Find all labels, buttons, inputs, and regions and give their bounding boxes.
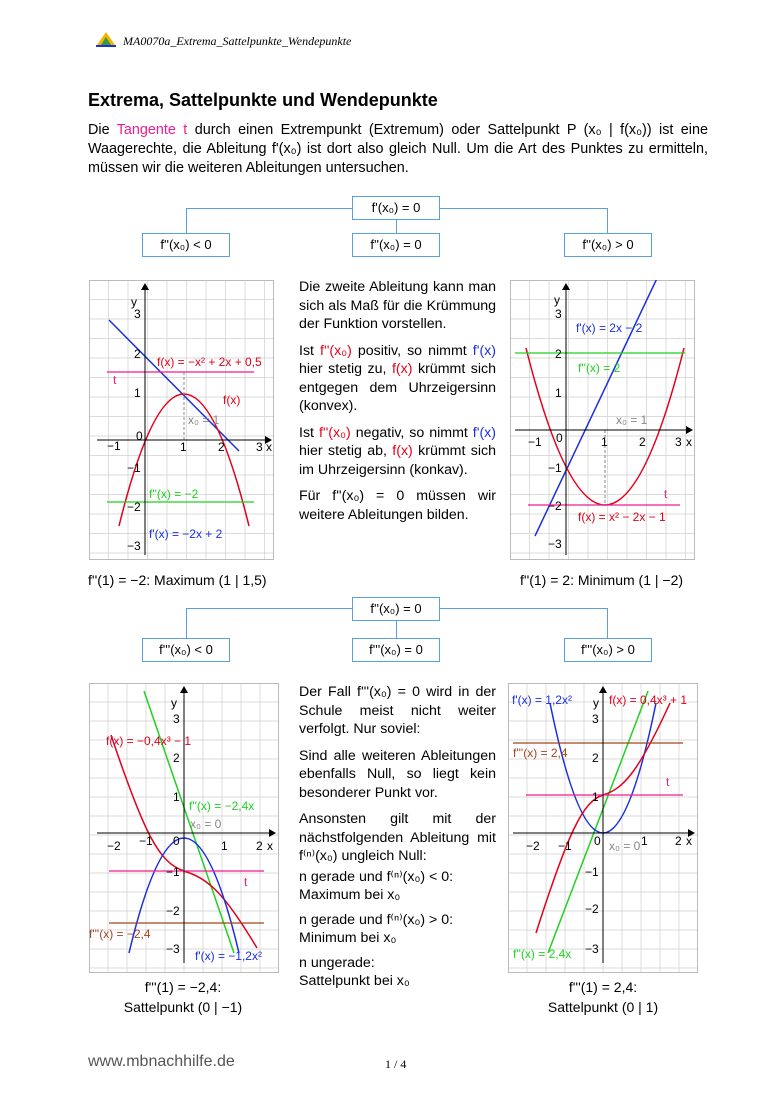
graph-minimum [510, 280, 695, 560]
intro-paragraph: Die Tangente t durch einen Extrempunkt (Extremum) oder Sattelpunkt P (x₀ | f(x₀)) ist eine Waagerechte, die Ableitung f'(x₀) ist dort also gleich Null. Um die Art des Punktes zu ermitteln, müssen wir die weiteren Ableitungen untersuchen. [88, 122, 708, 176]
y-axis-label: y [554, 293, 560, 307]
xtick: 0 [594, 834, 601, 848]
fp-label: f'(x) = −1,2x² [195, 949, 262, 963]
xtick: 0 [556, 431, 563, 445]
x-axis-label: x [686, 435, 692, 449]
f-label: f(x) = x² − 2x − 1 [578, 510, 666, 524]
f-label: f(x) = −x² + 2x + 0,5 [157, 355, 262, 369]
tree1-left: f''(x₀) < 0 [142, 233, 230, 257]
x-axis-label: x [266, 440, 272, 454]
explanation-curvature: Die zweite Ableitung kann man sich als Maß für die Krümmung der Funktion vorstellen. Ist f''(x₀) positiv, so nimmt f'(x) hier stetig zu, f(x) krümmt sich entgegen dem Uhrzeigersinn (konvex). Ist f''(x₀) negativ, so nimmt f'(x) hier stetig ab, f(x) krümmt sich im Uhrzeigersinn (konkav). Für f''(x₀) = 0 müssen wir weitere Ableitungen bilden. [299, 279, 496, 523]
tangent-label: t [113, 373, 117, 387]
logo-icon [95, 30, 117, 48]
ytick: 1 [173, 790, 180, 804]
caption-saddle-1: f'''(1) = −2,4: Sattelpunkt (0 | −1) [123, 979, 243, 1015]
xtick: 3 [256, 440, 263, 454]
graph-saddle-decreasing [89, 683, 279, 973]
fp-label: f'(x) = 1,2x² [512, 693, 572, 707]
graph-saddle-increasing [508, 683, 698, 973]
ytick: −3 [585, 942, 599, 956]
xtick: 1 [641, 834, 648, 848]
fpp-label: f''(x) = 2 [578, 361, 621, 375]
xtick: 0 [173, 834, 180, 848]
tangent-label: t [664, 487, 668, 501]
x-axis-label: x [686, 834, 692, 848]
fp-line [109, 320, 239, 451]
caption-minimum: f''(1) = 2: Minimum (1 | −2) [520, 572, 684, 588]
xtick: 1 [180, 440, 187, 454]
ytick: −2 [548, 499, 562, 513]
x0-label: x₀ = 1 [188, 413, 220, 427]
page-number: 1 / 4 [385, 1057, 407, 1071]
y-axis-label: y [593, 696, 599, 710]
tree2-mid: f'''(x₀) = 0 [352, 638, 440, 662]
ytick: 3 [134, 307, 141, 321]
ytick: −2 [585, 902, 599, 916]
tangent-label: t [666, 775, 670, 789]
xtick: −1 [558, 839, 572, 853]
xtick: 2 [218, 440, 225, 454]
ytick: −3 [548, 537, 562, 551]
ytick: −1 [585, 865, 599, 879]
tree2-root: f''(x₀) = 0 [352, 597, 440, 621]
tangent-label: t [244, 875, 248, 889]
xtick: 0 [136, 429, 143, 443]
tree2-right: f'''(x₀) > 0 [564, 638, 652, 662]
ytick: 3 [173, 712, 180, 726]
fppp-label: f'''(x) = 2,4 [513, 746, 568, 760]
f-short-label: f(x) [223, 393, 241, 407]
footer-url[interactable]: www.mbnachhilfe.de [88, 1053, 235, 1070]
ytick: −3 [127, 539, 141, 553]
tree1-root: f'(x₀) = 0 [352, 196, 440, 220]
xtick: 2 [256, 839, 263, 853]
x-axis-label: x [267, 839, 273, 853]
fp-label: f'(x) = −2x + 2 [149, 527, 223, 541]
x0-label: x₀ = 0 [609, 839, 641, 853]
page-title: Extrema, Sattelpunkte und Wendepunkte [88, 90, 438, 110]
fpp-label: f''(x) = 2,4x [513, 947, 572, 961]
ytick: 1 [134, 386, 141, 400]
f-label: f(x) = −0,4x³ − 1 [106, 734, 192, 748]
tangent-term: Tangente t [116, 122, 188, 138]
caption-saddle-2: f'''(1) = 2,4: Sattelpunkt (0 | 1) [547, 979, 659, 1015]
xtick: 2 [639, 435, 646, 449]
xtick: 3 [675, 435, 682, 449]
fppp-label: f'''(x) = −2,4 [89, 927, 151, 941]
ytick: 1 [592, 790, 599, 804]
ytick: 3 [592, 712, 599, 726]
ytick: −2 [166, 904, 180, 918]
f-label: f(x) = 0,4x³ + 1 [609, 693, 688, 707]
fp-line [535, 280, 660, 536]
xtick: −1 [528, 435, 542, 449]
xtick: 2 [675, 834, 682, 848]
ytick: −1 [127, 461, 141, 475]
xtick: −2 [107, 839, 121, 853]
explanation-higher-derivatives: Der Fall f'''(x₀) = 0 wird in der Schule meist nicht weiter verfolgt. Nur soviel: Sind alle weiteren Ableitungen ebenfalls Null, so liegt kein besonderer Punkt vor. Ansonsten gilt mit der nächstfolgenden Ableitung mit f⁽ⁿ⁾(x₀) ungleich Null: n gerade und f⁽ⁿ⁾(x₀) < 0: Maximum bei x₀ n gerade und f⁽ⁿ⁾(x₀) > 0: Minimum bei x₀ n ungerade: Sattelpunkt bei x₀ [299, 684, 496, 989]
x0-label: x₀ = 0 [190, 817, 222, 831]
graph-maximum [89, 280, 274, 560]
xtick: −1 [107, 439, 121, 453]
ytick: −2 [127, 500, 141, 514]
xtick: 1 [221, 839, 228, 853]
ytick: 2 [134, 347, 141, 361]
ytick: −1 [548, 461, 562, 475]
y-axis-label: y [171, 696, 177, 710]
caption-maximum: f''(1) = −2: Maximum (1 | 1,5) [88, 572, 267, 588]
ytick: 2 [173, 751, 180, 765]
ytick: −3 [166, 942, 180, 956]
xtick: −1 [139, 834, 153, 848]
xtick: 1 [601, 435, 608, 449]
x0-label: x₀ = 1 [616, 413, 648, 427]
ytick: 1 [555, 386, 562, 400]
fpp-label: f''(x) = −2,4x [189, 799, 255, 813]
ytick: 3 [555, 307, 562, 321]
fp-label: f'(x) = 2x − 2 [576, 321, 643, 335]
tree2-left: f'''(x₀) < 0 [142, 638, 230, 662]
fpp-label: f''(x) = −2 [149, 487, 199, 501]
document-id: MA0070a_Extrema_Sattelpunkte_Wendepunkte [123, 34, 352, 48]
ytick: −1 [166, 865, 180, 879]
xtick: −2 [526, 839, 540, 853]
ytick: 2 [555, 347, 562, 361]
tree1-mid: f''(x₀) = 0 [352, 233, 440, 257]
y-axis-label: y [131, 295, 137, 309]
tree1-right: f''(x₀) > 0 [564, 233, 652, 257]
ytick: 2 [592, 751, 599, 765]
